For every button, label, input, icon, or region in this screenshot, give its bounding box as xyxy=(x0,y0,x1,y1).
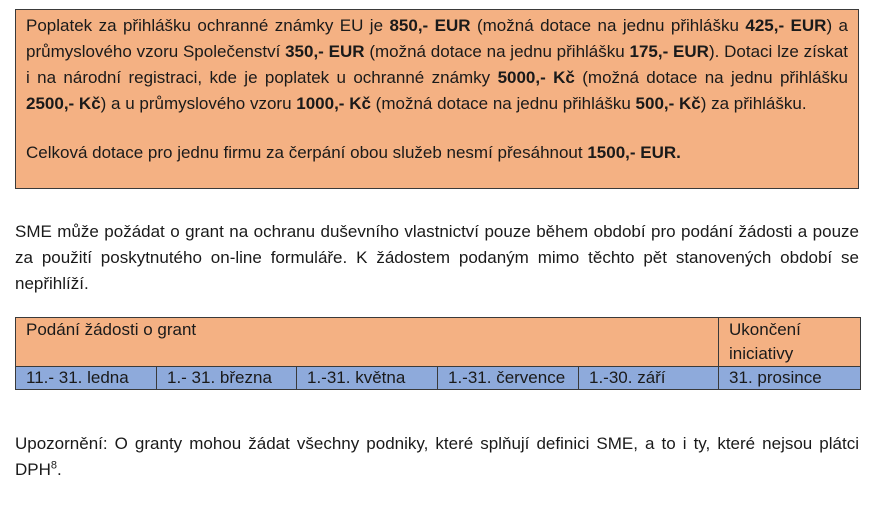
fees-text: (možná dotace na jednu přihlášku xyxy=(364,42,630,61)
fee-amount: 425,- EUR xyxy=(745,16,827,35)
fee-amount: 2500,- Kč xyxy=(26,94,101,113)
footnote-marker[interactable]: 8 xyxy=(50,459,58,472)
fee-amount: 350,- EUR xyxy=(285,42,365,61)
fee-amount: 850,- EUR xyxy=(389,16,471,35)
period-cell: 11.- 31. ledna xyxy=(16,367,157,390)
grant-periods-table xyxy=(15,317,861,390)
end-date-cell: 31. prosince xyxy=(719,367,861,390)
grant-fees-box xyxy=(15,9,859,189)
period-cell: 1.-31. května xyxy=(297,367,438,390)
table-header-row xyxy=(16,318,861,367)
fees-text: ) a u průmyslového vzoru xyxy=(100,94,297,113)
fee-amount: 1000,- Kč xyxy=(296,94,371,113)
fees-text: (možná dotace na jednu přihlášku xyxy=(470,16,746,35)
fee-amount: 175,- EUR xyxy=(629,42,709,61)
table-row xyxy=(16,367,861,390)
note-paragraph xyxy=(15,431,859,483)
fees-text: (možná dotace na jednu přihlášku xyxy=(370,94,636,113)
header-application-periods: Podání žádosti o grant xyxy=(16,318,719,367)
total-limit-paragraph xyxy=(26,140,848,166)
fees-paragraph xyxy=(26,13,848,117)
limit-text: Celková dotace pro jednu firmu za čerpání obou služeb nesmí přesáhnout xyxy=(26,143,588,162)
limit-amount: 1500,- EUR. xyxy=(587,143,681,162)
fees-text: Poplatek za přihlášku ochranné známky EU je xyxy=(26,16,390,35)
note-end: . xyxy=(57,460,62,479)
fees-text: (možná dotace na jednu přihlášku xyxy=(574,68,848,87)
period-cell: 1.-30. září xyxy=(579,367,719,390)
fee-amount: 5000,- Kč xyxy=(497,68,575,87)
period-cell: 1.- 31. března xyxy=(157,367,297,390)
header-initiative-end: Ukončení iniciativy xyxy=(719,318,861,367)
fees-text: ) za přihlášku. xyxy=(700,94,807,113)
fees-text: ) a průmyslového vzoru Společenství xyxy=(26,16,848,61)
fee-amount: 500,- Kč xyxy=(635,94,701,113)
note-text: Upozornění: O granty mohou žádat všechny podniky, které splňují definici SME, a to i ty, které nejsou plátci DPH xyxy=(15,434,859,479)
period-cell: 1.-31. července xyxy=(438,367,579,390)
fees-text: ). Dotaci lze získat i na národní registraci, kde je poplatek u ochranné známky xyxy=(26,42,849,87)
sme-paragraph: SME může požádat o grant na ochranu duševního vlastnictví pouze během období pro podání žádosti a pouze za použití poskytnutého on-line formuláře. K žádostem podaným mimo těchto pět stanovených období se nepřihlíží. xyxy=(15,222,859,293)
